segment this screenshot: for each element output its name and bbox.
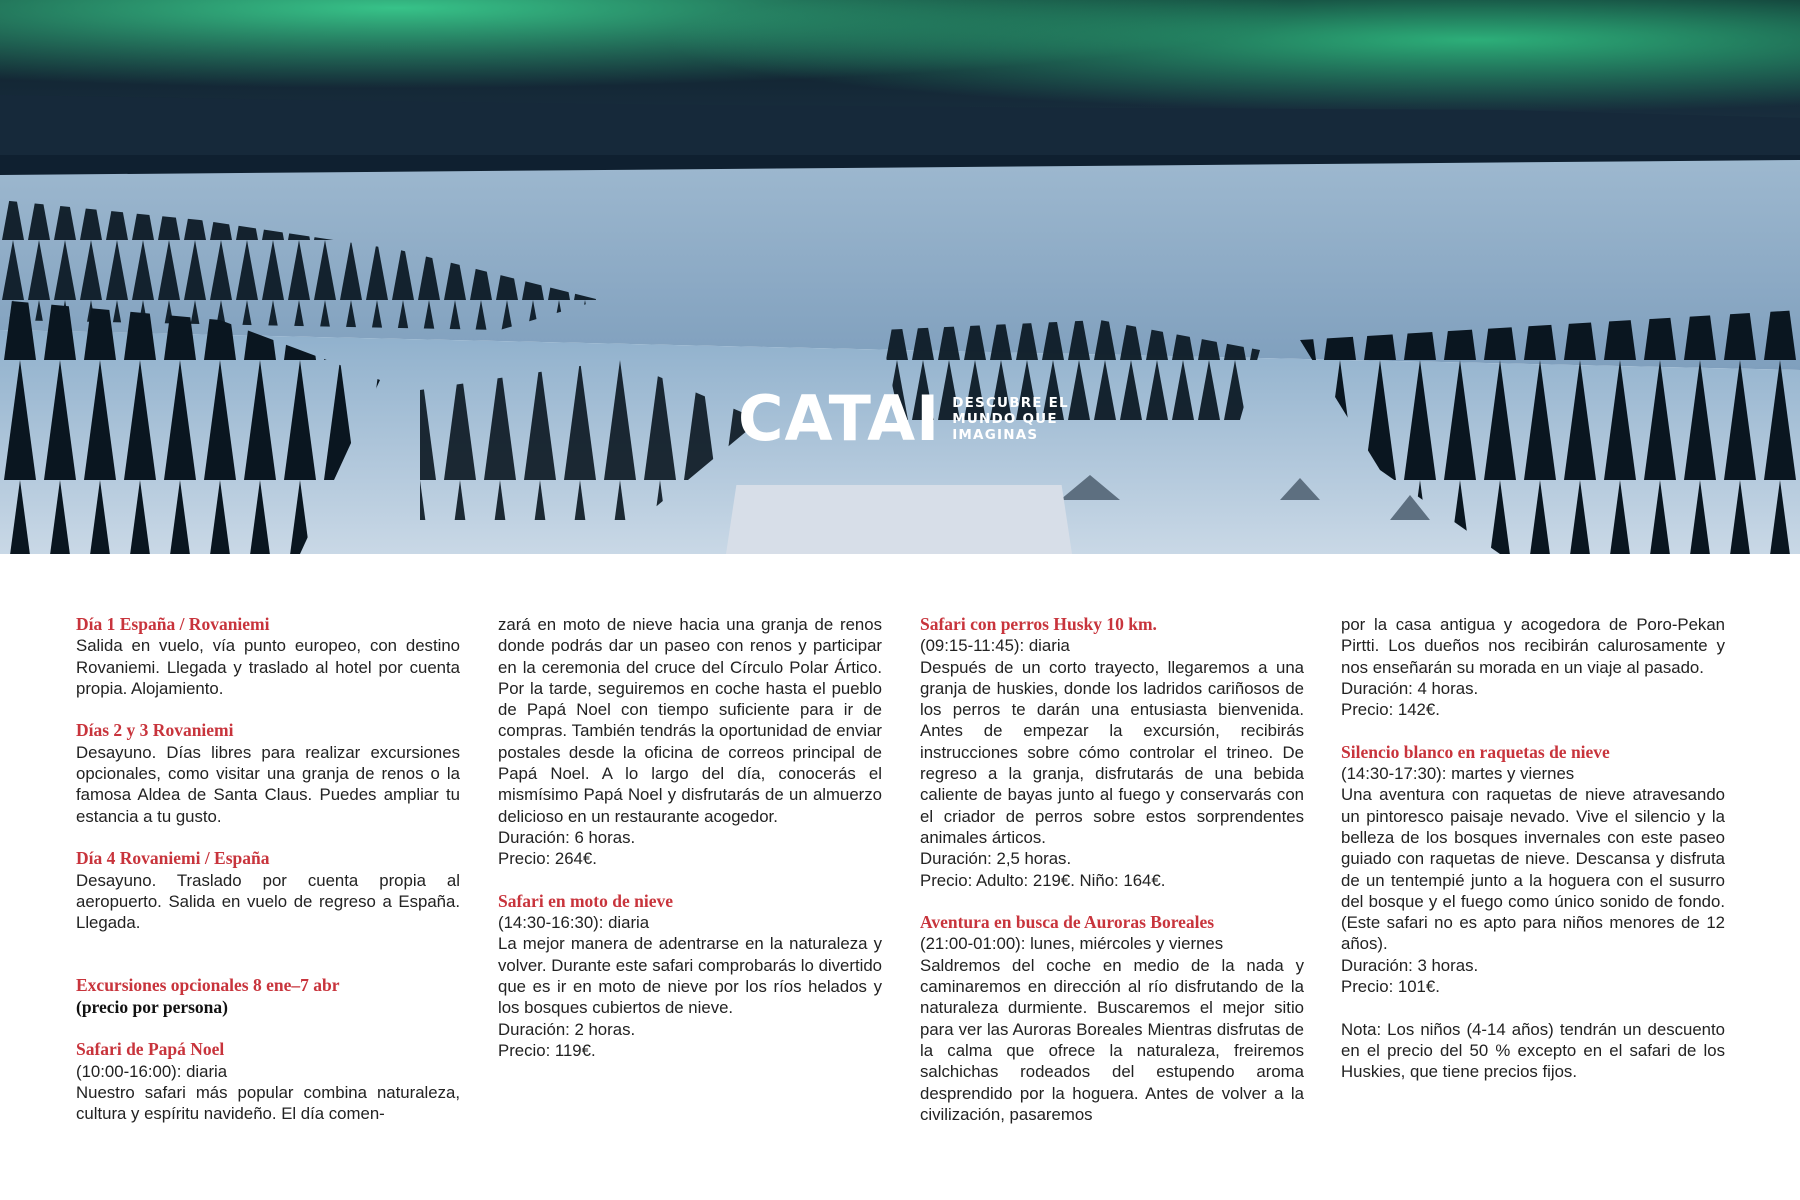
santa-safari-text-cont: zará en moto de nieve hacia una granja de renos donde podrás dar un paseo con renos y participar en la ceremonia del cruce del Círculo Polar Ártico. Por la tarde, seguiremos en coche hasta el pueblo de Papá Noel con tiempo suficiente para ir de compras. También tendrás la oportunidad de enviar postales desde la oficina de correos principal de Papá Noel. A lo largo del día, conocerás el mismísimo Papá Noel y disfrutarás de un almuerzo delicioso en un restaurante acogedor. (498, 615, 882, 826)
aurora-heading: Aventura en busca de Auroras Boreales (920, 912, 1215, 933)
children-note: Nota: Los niños (4-14 años) tendrán un descuento en el precio del 50 % excepto en el safari de los Huskies, que tiene precios fijos. (1341, 1019, 1725, 1082)
aurora-time: (21:00-01:00): lunes, miércoles y viernes (920, 934, 1224, 954)
column-4 (1341, 614, 1725, 1083)
snowmobile-time: (14:30-16:30): diaria (498, 913, 650, 933)
excursions-heading: Excursiones opcionales 8 ene–7 abr (76, 975, 340, 996)
day4-text: Desayuno. Traslado por cuenta propia al aeropuerto. Salida en vuelo de regreso a España. Llegada. (76, 870, 460, 933)
snowmobile-text: La mejor manera de adentrarse en la naturaleza y volver. Durante este safari comprobarás lo divertido que es ir en moto de nieve por los ríos helados y los bosques cubiertos de nieve. (498, 934, 882, 1018)
aurora-landscape-image (0, 0, 1800, 554)
santa-safari-time: (10:00-16:00): diaria (76, 1061, 228, 1081)
husky-heading: Safari con perros Husky 10 km. (920, 614, 1157, 634)
husky-time: (09:15-11:45): diaria (920, 636, 1070, 656)
snowmobile-duration: Duración: 2 horas. (498, 1019, 636, 1039)
column-3 (920, 614, 1304, 1125)
excursions-subheading: (precio por persona) (76, 996, 228, 1017)
aurora-price: Precio: 142€. (1341, 700, 1440, 720)
snowshoe-text: Una aventura con raquetas de nieve atravesando un pintoresco paisaje nevado. Vive el silencio y la belleza de los bosques invernales con este paseo guiado con raquetas de nieve. Descansa y disfruta de un tentempié junto a la hoguera con el susurro del bosque y el fuego como único sonido de fondo. (Este safari no es apto para niños menores de 12 años). (1341, 785, 1725, 954)
aurora-text-cont: por la casa antigua y acogedora de Poro-Pekan Pirtti. Los dueños nos recibirán calurosamente y nos enseñarán su morada en un viaje al pasado. (1341, 615, 1725, 677)
santa-safari-text: Nuestro safari más popular combina naturaleza, cultura y espíritu navideño. El día comen- (76, 1082, 460, 1124)
day4-heading: Día 4 Rovaniemi / España (76, 848, 270, 869)
column-2 (498, 614, 882, 1061)
catai-logo (738, 382, 1069, 455)
day2-heading: Días 2 y 3 Rovaniemi (76, 720, 234, 741)
aurora-duration: Duración: 4 horas. (1341, 678, 1479, 698)
snowmobile-heading: Safari en moto de nieve (498, 890, 673, 911)
snowshoe-time: (14:30-17:30): martes y viernes (1341, 764, 1575, 784)
santa-safari-duration: Duración: 6 horas. (498, 827, 636, 847)
snowshoe-heading: Silencio blanco en raquetas de nieve (1341, 741, 1610, 762)
husky-text: Después de un corto trayecto, llegaremos a una granja de huskies, donde los ladridos cariñosos de los perros te darán una entusiasta bienvenida. Antes de empezar la excursión, recibirás instrucciones sobre cómo controlar el trineo. De regreso a la granja, disfrutarás de una bebida caliente de bayas junto al fuego y conservarás con el criador de perros sobre estos sorprendentes animales árticos. (920, 657, 1304, 847)
day2-text: Desayuno. Días libres para realizar excursiones opcionales, como visitar una granja de renos o la famosa Aldea de Santa Claus. Puedes ampliar tu estancia a tu gusto. (76, 742, 460, 826)
husky-price: Precio: Adulto: 219€. Niño: 164€. (920, 870, 1166, 890)
logo-tagline: DESCUBRE EL MUNDO QUE IMAGINAS (952, 395, 1069, 443)
snowshoe-duration: Duración: 3 horas. (1341, 955, 1479, 975)
column-1 (76, 614, 460, 1125)
husky-duration: Duración: 2,5 horas. (920, 849, 1072, 869)
aurora-text: Saldremos del coche en medio de la nada y caminaremos en dirección al río disfrutando de la naturaleza durmiente. Buscaremos el mejor sitio para ver las Auroras Boreales Mientras disfrutas de la calma que ofrece la naturaleza, freiremos salchichas rodeados del estupendo aroma desprendido por la hoguera. Antes de volver a la civilización, pasaremos (920, 955, 1304, 1124)
grey-tab-shape (726, 485, 1072, 554)
santa-safari-price: Precio: 264€. (498, 849, 597, 869)
hero-photo (0, 0, 1800, 554)
day1-heading: Día 1 España / Rovaniemi (76, 614, 270, 634)
logo-wordmark: CATAI (738, 382, 941, 455)
day1-text: Salida en vuelo, vía punto europeo, con destino Rovaniemi. Llegada y traslado al hotel por cuenta propia. Alojamiento. (76, 636, 460, 698)
snowmobile-price: Precio: 119€. (498, 1040, 596, 1060)
santa-safari-heading: Safari de Papá Noel (76, 1039, 225, 1060)
snowshoe-price: Precio: 101€. (1341, 977, 1440, 997)
